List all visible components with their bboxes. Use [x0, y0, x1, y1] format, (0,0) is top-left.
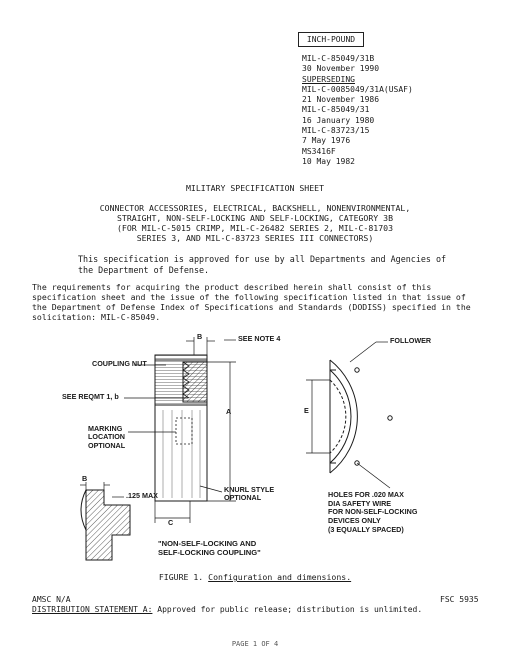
- ident-line: SUPERSEDING: [302, 74, 355, 84]
- holes-line: DEVICES ONLY: [328, 515, 381, 525]
- label-follower: FOLLOWER: [390, 336, 432, 345]
- label-knurl-style: [224, 486, 274, 503]
- ident-line: MIL-C-0085049/31A(USAF): [302, 84, 413, 94]
- knurl-line: OPTIONAL: [224, 493, 262, 503]
- ident-line: 10 May 1982: [302, 156, 355, 166]
- ident-line: MIL-C-85049/31: [302, 105, 370, 115]
- ident-line: 30 November 1990: [302, 64, 380, 74]
- knurl-line: KNURL STYLE: [224, 485, 275, 494]
- subject-line: CONNECTOR ACCESSORIES, ELECTRICAL, BACKSHELL, NONENVIRONMENTAL,: [99, 203, 411, 213]
- detail-section-drawing: [80, 482, 130, 560]
- coupling-caption-line: "NON-SELF-LOCKING AND: [158, 539, 257, 548]
- system-tag: INCH-POUND: [298, 32, 364, 47]
- label-b-left: B: [82, 474, 88, 483]
- label-dimension-a: A: [226, 407, 232, 416]
- distribution-text: Approved for public release; distribution is unlimited.: [157, 605, 423, 614]
- label-see-reqmt: SEE REQMT 1, b: [62, 392, 119, 401]
- figure-caption: [0, 573, 510, 583]
- holes-line: (3 EQUALLY SPACED): [328, 524, 404, 534]
- marking-line: MARKING: [88, 424, 123, 433]
- ident-line: 21 November 1986: [302, 95, 380, 105]
- distribution-label: DISTRIBUTION STATEMENT A:: [32, 605, 153, 614]
- approval-statement: This specification is approved for use by all Departments and Agencies of the Department of Defense.: [78, 254, 447, 275]
- subject-line: STRAIGHT, NON-SELF-LOCKING AND SELF-LOCKING, CATEGORY 3B: [116, 213, 394, 223]
- document-title: MILITARY SPECIFICATION SHEET: [185, 183, 325, 193]
- coupling-caption-line: SELF-LOCKING COUPLING": [158, 548, 261, 558]
- label-coupling-nut: COUPLING NUT: [92, 359, 147, 368]
- footer-left: [32, 595, 422, 615]
- label-see-note-4: SEE NOTE 4: [238, 334, 281, 343]
- requirements-paragraph: The requirements for acquiring the product described herein shall consist of this specification sheet and the issue of the following specification listed in that issue of the Department of Defense Index of Specifications and Standards (DODISS) specified in the solicitation: MIL-C-85049.: [32, 282, 471, 322]
- marking-line: OPTIONAL: [88, 440, 126, 450]
- caption-prefix: FIGURE 1.: [158, 572, 204, 582]
- holes-line: DIA SAFETY WIRE: [328, 498, 392, 508]
- marking-line: LOCATION: [88, 432, 125, 442]
- subject-line: (FOR MIL-C-5015 CRIMP, MIL-C-26482 SERIES 2, MIL-C-81703: [116, 223, 394, 233]
- follower-drawing: [306, 342, 392, 488]
- distribution-line: [32, 605, 422, 615]
- ident-line: MIL-C-83723/15: [302, 126, 370, 136]
- label-125-max: .125 MAX: [126, 491, 158, 500]
- ident-line: 7 May 1976: [302, 136, 351, 146]
- label-marking-location: [88, 425, 125, 450]
- holes-line: HOLES FOR .020 MAX: [328, 490, 404, 499]
- amsc-line: AMSC N/A: [32, 595, 71, 604]
- label-dimension-c: C: [168, 518, 174, 527]
- ident-line: MIL-C-85049/31B: [302, 54, 375, 63]
- label-b-top: B: [197, 332, 203, 341]
- page-number: PAGE 1 OF 4: [231, 640, 279, 648]
- label-holes: [328, 491, 417, 534]
- label-coupling-caption: [158, 539, 261, 558]
- ident-line: MS3416F: [302, 146, 336, 156]
- holes-line: FOR NON-SELF-LOCKING: [328, 507, 418, 517]
- subject-line: SERIES 3, AND MIL-C-83723 SERIES III CONNECTORS): [136, 233, 374, 243]
- fsc-code: FSC 5935: [440, 595, 479, 604]
- ident-line: 16 January 1980: [302, 115, 375, 125]
- caption-text: Configuration and dimensions.: [208, 572, 352, 582]
- label-dimension-e: E: [304, 406, 309, 415]
